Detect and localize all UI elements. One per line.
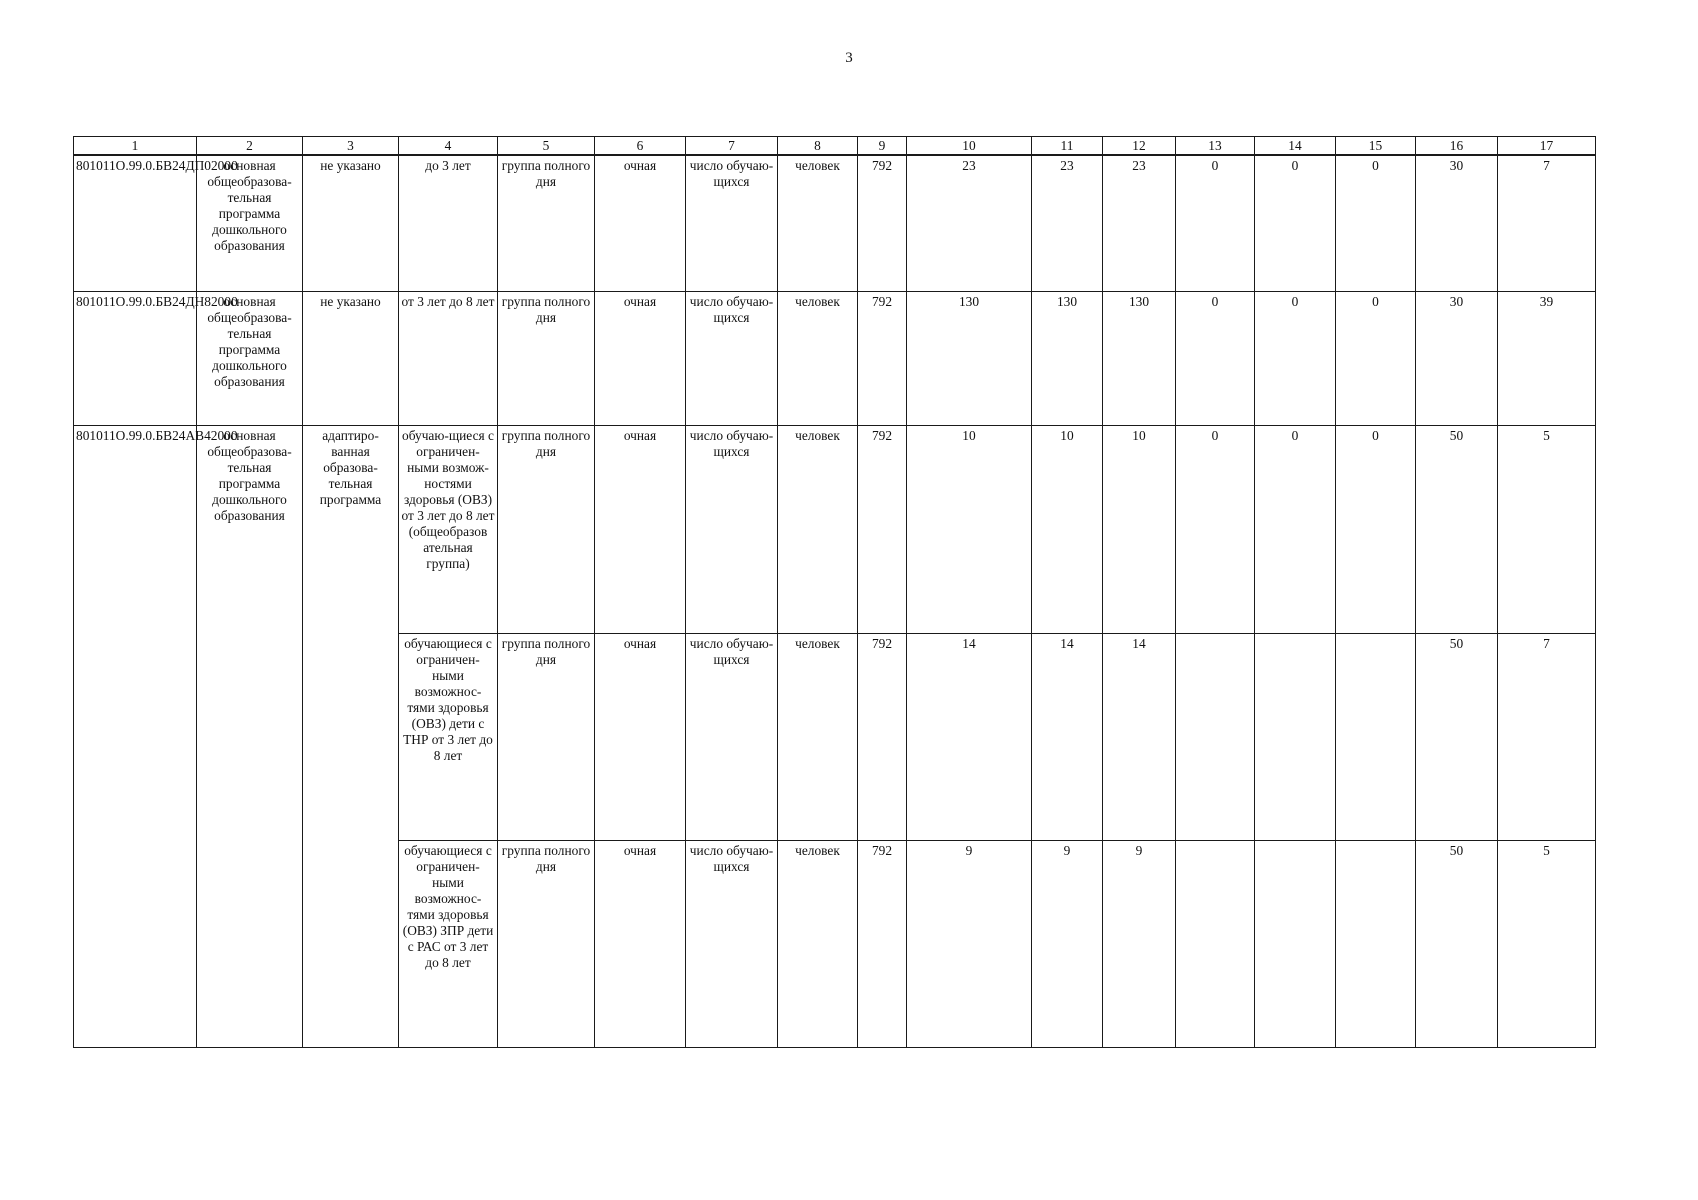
program-name: основная общеобразова-тельная программа дошкольного образования	[197, 426, 303, 1048]
program-type: не указано	[303, 155, 399, 292]
column-number-row	[74, 137, 1596, 156]
value-cell: 50	[1416, 634, 1498, 841]
unit-name: человек	[778, 292, 858, 426]
unit-name: человек	[778, 155, 858, 292]
registry-code: 801011О.99.0.БВ24АВ42000	[74, 426, 197, 1048]
value-cell: 39	[1498, 292, 1596, 426]
program-type: адаптиро-ванная образова-тельная программа	[303, 426, 399, 1048]
value-cell: 10	[1032, 426, 1103, 634]
value-cell: 0	[1255, 426, 1336, 634]
value-cell: 50	[1416, 426, 1498, 634]
table-row	[74, 426, 1596, 634]
value-cell: 14	[1032, 634, 1103, 841]
header-cell: 2	[197, 137, 303, 156]
header-cell: 5	[498, 137, 595, 156]
registry-code: 801011О.99.0.БВ24ДН82000	[74, 292, 197, 426]
header-cell: 7	[686, 137, 778, 156]
value-cell: 0	[1336, 292, 1416, 426]
value-cell: 9	[1103, 841, 1176, 1048]
value-cell: 130	[907, 292, 1032, 426]
value-cell: 14	[1103, 634, 1176, 841]
page-number: 3	[845, 50, 853, 66]
unit-name: человек	[778, 634, 858, 841]
form-of-study: очная	[595, 634, 686, 841]
value-cell: 30	[1416, 292, 1498, 426]
table-row	[74, 292, 1596, 426]
value-cell: 14	[907, 634, 1032, 841]
stay-mode: группа полного дня	[498, 634, 595, 841]
value-cell: 50	[1416, 841, 1498, 1048]
form-of-study: очная	[595, 155, 686, 292]
header-cell: 1	[74, 137, 197, 156]
value-cell: 130	[1032, 292, 1103, 426]
header-cell: 13	[1176, 137, 1255, 156]
value-cell: 9	[907, 841, 1032, 1048]
value-cell: 5	[1498, 841, 1596, 1048]
form-of-study: очная	[595, 426, 686, 634]
indicator-name: число обучаю-щихся	[686, 426, 778, 634]
program-name: основная общеобразова-тельная программа дошкольного образования	[197, 155, 303, 292]
services-table	[73, 136, 1596, 1048]
indicator-name: число обучаю-щихся	[686, 155, 778, 292]
age-category: обучающиеся с ограничен-ными возможнос-тями здоровья (ОВЗ) ЗПР дети с РАС от 3 лет до 8 лет	[399, 841, 498, 1048]
value-cell: 0	[1336, 155, 1416, 292]
header-cell: 3	[303, 137, 399, 156]
stay-mode: группа полного дня	[498, 841, 595, 1048]
program-type: не указано	[303, 292, 399, 426]
indicator-name: число обучаю-щихся	[686, 292, 778, 426]
header-cell: 16	[1416, 137, 1498, 156]
header-cell: 8	[778, 137, 858, 156]
value-cell: 23	[907, 155, 1032, 292]
header-cell: 11	[1032, 137, 1103, 156]
value-cell	[1176, 634, 1255, 841]
value-cell: 0	[1176, 155, 1255, 292]
value-cell: 10	[1103, 426, 1176, 634]
stay-mode: группа полного дня	[498, 426, 595, 634]
indicator-name: число обучаю-щихся	[686, 841, 778, 1048]
value-cell: 7	[1498, 155, 1596, 292]
header-cell: 10	[907, 137, 1032, 156]
age-category: обучаю-щиеся с ограничен-ными возмож-ностями здоровья (ОВЗ) от 3 лет до 8 лет (общеобразов ательная группа)	[399, 426, 498, 634]
form-of-study: очная	[595, 292, 686, 426]
age-category: от 3 лет до 8 лет	[399, 292, 498, 426]
okei-code: 792	[858, 426, 907, 634]
value-cell: 23	[1103, 155, 1176, 292]
header-cell: 4	[399, 137, 498, 156]
value-cell	[1336, 841, 1416, 1048]
registry-code: 801011О.99.0.БВ24ДП02000	[74, 155, 197, 292]
program-name: основная общеобразова-тельная программа дошкольного образования	[197, 292, 303, 426]
indicator-name: число обучаю-щихся	[686, 634, 778, 841]
value-cell: 130	[1103, 292, 1176, 426]
value-cell	[1255, 841, 1336, 1048]
value-cell	[1255, 634, 1336, 841]
value-cell	[1336, 634, 1416, 841]
age-category: до 3 лет	[399, 155, 498, 292]
okei-code: 792	[858, 292, 907, 426]
unit-name: человек	[778, 426, 858, 634]
table-row	[74, 155, 1596, 292]
age-category: обучающиеся с ограничен-ными возможнос-тями здоровья (ОВЗ) дети с ТНР от 3 лет до 8 лет	[399, 634, 498, 841]
value-cell: 0	[1255, 292, 1336, 426]
okei-code: 792	[858, 841, 907, 1048]
value-cell: 23	[1032, 155, 1103, 292]
value-cell: 0	[1336, 426, 1416, 634]
value-cell	[1176, 841, 1255, 1048]
header-cell: 12	[1103, 137, 1176, 156]
stay-mode: группа полного дня	[498, 155, 595, 292]
value-cell: 0	[1176, 426, 1255, 634]
value-cell: 7	[1498, 634, 1596, 841]
value-cell: 0	[1176, 292, 1255, 426]
header-cell: 15	[1336, 137, 1416, 156]
header-cell: 17	[1498, 137, 1596, 156]
value-cell: 9	[1032, 841, 1103, 1048]
value-cell: 30	[1416, 155, 1498, 292]
header-cell: 6	[595, 137, 686, 156]
form-of-study: очная	[595, 841, 686, 1048]
header-cell: 14	[1255, 137, 1336, 156]
value-cell: 0	[1255, 155, 1336, 292]
unit-name: человек	[778, 841, 858, 1048]
okei-code: 792	[858, 155, 907, 292]
stay-mode: группа полного дня	[498, 292, 595, 426]
value-cell: 10	[907, 426, 1032, 634]
okei-code: 792	[858, 634, 907, 841]
header-cell: 9	[858, 137, 907, 156]
value-cell: 5	[1498, 426, 1596, 634]
